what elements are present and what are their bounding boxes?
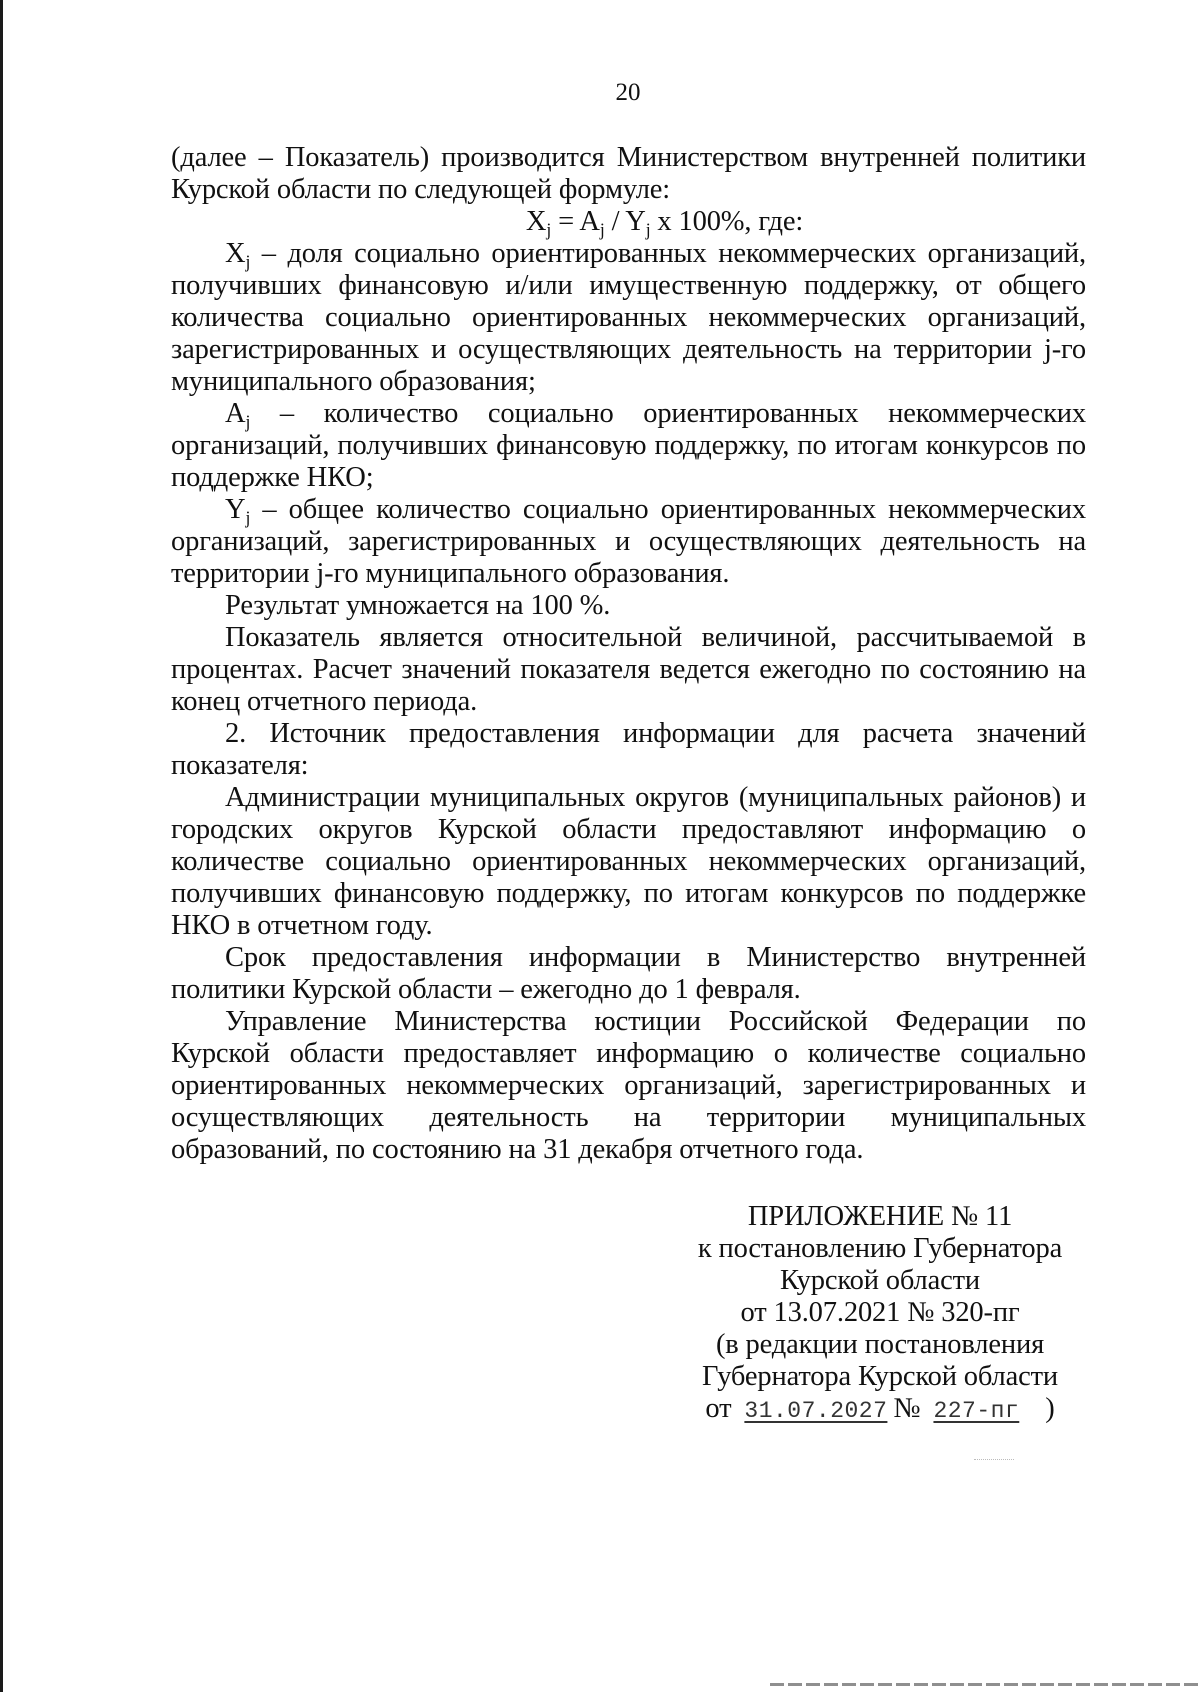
paragraph-ministry-justice: Управление Министерства юстиции Российской Федерации по Курской области предоставляет информацию о количестве социально ориентированных некоммерческих организаций, зарегистрированных и осуществляющих деятельность на территории муниципальных образований, по состоянию на 31 декабря отчетного года. [171, 1006, 1086, 1165]
appendix-line-governor: Губернатора Курской области [701, 1361, 1059, 1392]
appendix-from-label: от [705, 1393, 732, 1424]
formula [171, 206, 1086, 238]
appendix-line-original-date: от 13.07.2021 № 320-пг [740, 1297, 1020, 1328]
document-body [171, 142, 1086, 1166]
definition-a-text: – количество социально ориентированных некоммерческих организаций, получивших финансовую поддержку, по итогам конкурсов по поддержке НКО; [171, 398, 1086, 493]
appendix-line-amendment: (в редакции постановления [715, 1329, 1045, 1360]
definition-y-sub: j [245, 507, 251, 528]
definition-y [171, 494, 1086, 590]
appendix-close-paren: ) [1045, 1393, 1055, 1424]
amendment-date-stamp: 31.07.2027 [744, 1398, 888, 1424]
scan-bottom-artifact [770, 1683, 1200, 1686]
definition-y-symbol: Y [225, 494, 246, 525]
formula-sub-a: j [599, 219, 605, 240]
definition-a [171, 398, 1086, 494]
formula-eq-a: = A [551, 206, 600, 237]
formula-sub-y: j [645, 219, 651, 240]
definition-x-sub: j [245, 251, 251, 272]
appendix-line-amendment-details [680, 1393, 1080, 1427]
appendix-title: ПРИЛОЖЕНИЕ № 11 [747, 1201, 1013, 1232]
scan-left-border [0, 0, 3, 1692]
definition-a-symbol: A [225, 398, 246, 429]
formula-x: X [525, 206, 547, 237]
page-number: 20 [615, 79, 641, 106]
paragraph-administrations: Администрации муниципальных округов (муниципальных районов) и городских округов Курской области предоставляют информацию о количестве социально ориентированных некоммерческих организаций, получивших финансовую поддержку, по итогам конкурсов по поддержке НКО в отчетном году. [171, 782, 1086, 941]
formula-slash-y: / Y [604, 206, 646, 237]
definition-a-sub: j [245, 411, 251, 432]
definition-x [171, 238, 1086, 398]
paragraph-intro: (далее – Показатель) производится Министерством внутренней политики Курской области по следующей формуле: [171, 142, 1086, 205]
amendment-number-stamp: 227-пг [933, 1398, 1020, 1424]
formula-tail: x 100%, где: [650, 206, 804, 237]
scan-dot-artifact [974, 1459, 1014, 1461]
definition-x-text: – доля социально ориентированных некоммерческих организаций, получивших финансовую и/или имущественную поддержку, от общего количества социально ориентированных некоммерческих организаций, зарегистрированных и осуществляющих деятельность на территории j-го муниципального образования; [171, 238, 1086, 397]
appendix-line-region: Курской области [779, 1265, 981, 1296]
definition-x-symbol: X [225, 238, 246, 269]
paragraph-source-heading: 2. Источник предоставления информации для расчета значений показателя: [171, 718, 1086, 781]
appendix-line-resolution: к постановлению Губернатора [697, 1233, 1063, 1264]
paragraph-result: Результат умножается на 100 %. [225, 590, 611, 621]
appendix-block [680, 1201, 1080, 1427]
paragraph-deadline: Срок предоставления информации в Министерство внутренней политики Курской области – ежегодно до 1 февраля. [171, 942, 1086, 1005]
paragraph-relative-value: Показатель является относительной величиной, рассчитываемой в процентах. Расчет значений показателя ведется ежегодно по состоянию на конец отчетного периода. [171, 622, 1086, 717]
formula-sub-x: j [546, 219, 552, 240]
definition-y-text: – общее количество социально ориентированных некоммерческих организаций, зарегистрированных и осуществляющих деятельность на территории j-го муниципального образования. [171, 494, 1086, 589]
appendix-number-label: № [893, 1393, 921, 1424]
